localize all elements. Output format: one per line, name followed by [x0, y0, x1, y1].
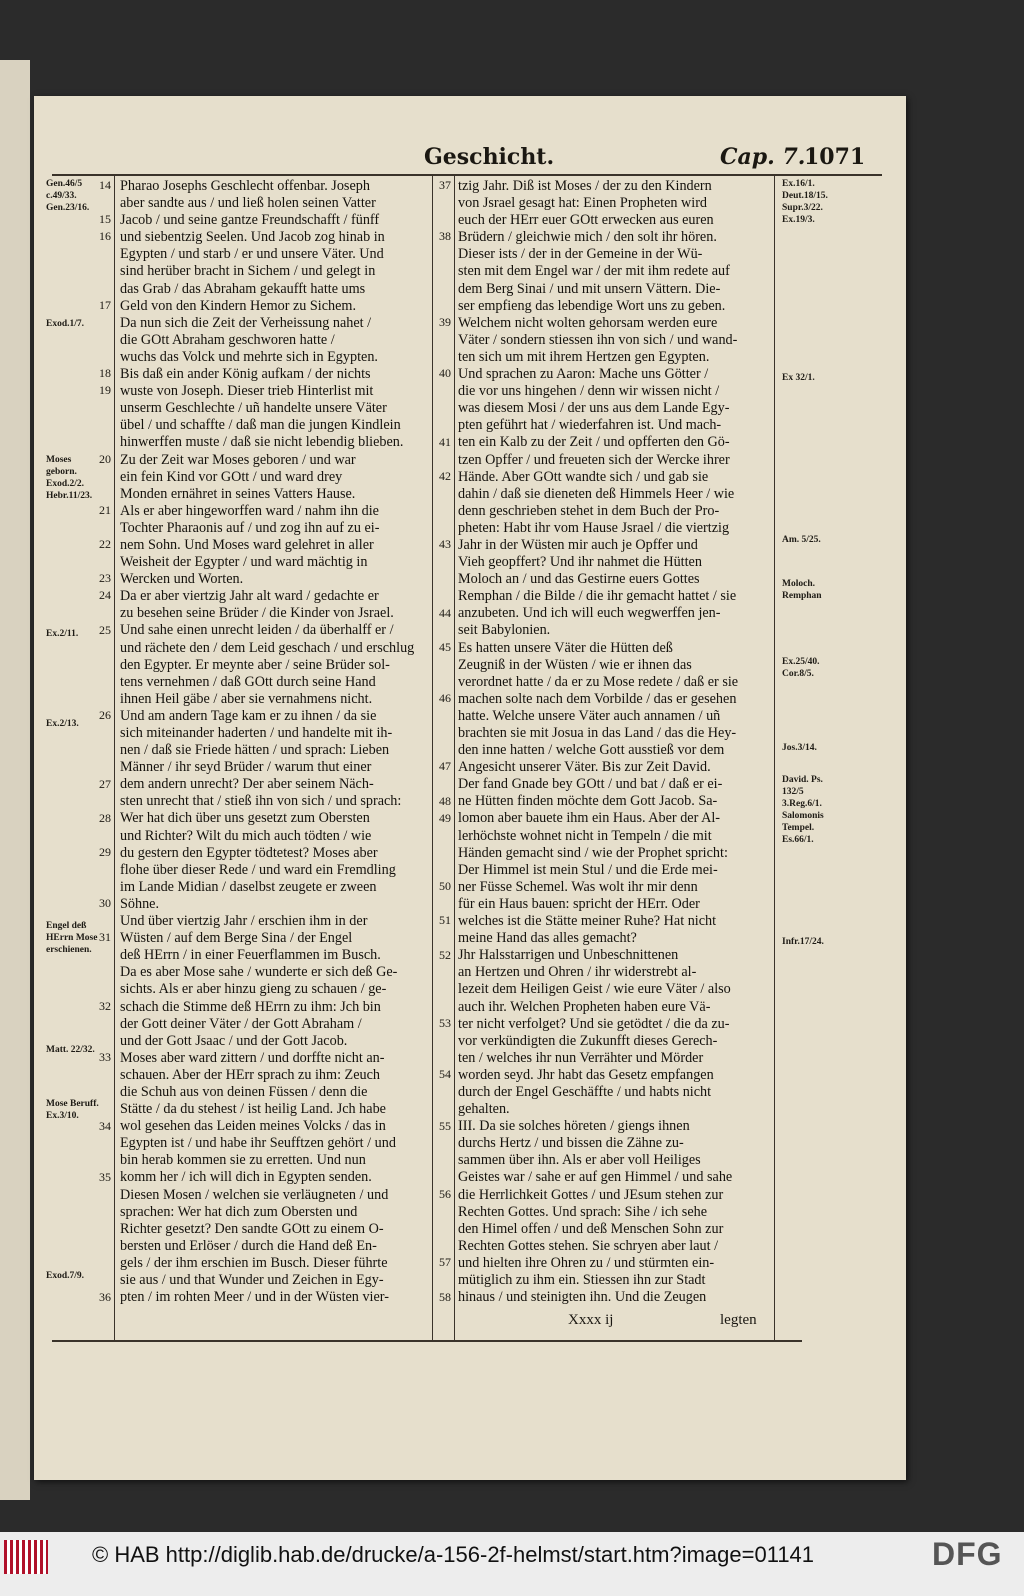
text-line: Geistes war / sahe er auf gen Himmel / und sahe [458, 1169, 733, 1186]
text-line: Es hatten unsere Väter die Hütten deß [458, 639, 673, 656]
text-line: Väter / sondern stiessen ihn von sich / und wand- [458, 331, 738, 348]
text-line: Jahr in der Wüsten mir auch je Opffer und [458, 536, 698, 553]
text-line: lerhöchste wohnet nicht in Tempeln / die mit [458, 827, 712, 844]
text-line: Rechten Gottes. Und sprach: Sihe / ich sehe [458, 1203, 708, 1220]
text-line: Dieser ists / der in der Gemeine in der Wü- [458, 246, 703, 263]
book-edge [0, 60, 30, 1500]
verse-number: 22 [99, 537, 111, 552]
verse-number: 47 [439, 759, 451, 774]
verse-number: 36 [99, 1289, 111, 1304]
text-line: welches ist die Stätte meiner Ruhe? Hat nicht [458, 913, 717, 930]
header-rule [52, 174, 882, 176]
text-line: anzubeten. Und ich will euch wegwerffen jen- [458, 605, 721, 622]
text-line: Moloch an / und das Gestirne euers Gottes [458, 571, 700, 588]
text-line: von Jsrael gesagt hat: Einen Propheten wird [458, 195, 708, 212]
margin-note: Ex.16/1. Deut.18/15. Supr.3/22. Ex.19/3. [782, 179, 828, 225]
text-line: sprachen: Wer hat dich zum Obersten und [120, 1203, 358, 1220]
text-line: zu besehen seine Brüder / die Kinder von Jsrael. [120, 605, 394, 622]
text-line: den Egypter. Er meynte aber / seine Brüder sol- [120, 656, 390, 673]
margin-note: Engel deß HErrn Mose erschienen. [46, 921, 98, 955]
page-header [44, 144, 874, 174]
text-line: für ein Haus bauen: spricht der HErr. Oder [458, 895, 700, 912]
text-line: ten ein Kalb zu der Zeit / und opfferten den Gö- [458, 434, 730, 451]
verse-number: 26 [99, 708, 111, 723]
hab-barcode-icon [4, 1540, 48, 1574]
verse-number: 38 [439, 229, 451, 244]
text-line: mütiglich zu ihm ein. Stiessen ihn zur Stadt [458, 1272, 706, 1288]
left-text-column [120, 178, 445, 1336]
verse-number: 44 [439, 605, 451, 620]
text-line: sten unrecht that / stieß ihn von sich / und sprach: [120, 793, 402, 810]
text-line: Da nun sich die Zeit der Verheissung nahet / [120, 314, 372, 331]
text-line: verordnet hatte / da er zu Mose redete / daß er sie [458, 673, 739, 690]
verse-number: 23 [99, 571, 111, 586]
verse-number: 57 [439, 1255, 451, 1270]
text-line: Weisheit der Egypter / und ward mächtig in [120, 554, 368, 571]
margin-note: Ex.2/11. [46, 629, 79, 639]
text-line: wuchs das Volck und mehrte sich in Egypten. [120, 348, 378, 365]
text-line: auch ihr. Welchen Propheten haben eure Vä- [458, 998, 711, 1015]
verse-number: 53 [439, 1015, 451, 1030]
text-line: Remphan / die Bilde / die ihr gemacht hattet / sie [458, 588, 737, 605]
text-line: ter nicht verfolget? Und sie getödtet / die da zu- [458, 1015, 730, 1032]
text-line: Und am andern Tage kam er zu ihnen / da sie [120, 707, 377, 724]
verse-number: 45 [439, 639, 451, 654]
text-line: übel / und schaffte / daß man die jungen Kindlein [120, 417, 401, 434]
text-line: Wercken und Worten. [120, 571, 244, 588]
text-line: im Lande Midian / daselbst zeugete er zween [120, 878, 377, 895]
text-line: Bis daß ein ander König aufkam / der nichts [120, 366, 371, 383]
right-text-column [458, 178, 783, 1336]
text-line: Richter gesetzt? Den sandte GOtt zu einem O- [120, 1220, 384, 1237]
text-line: Egypten ist / und habe ihr Seufftzen gehört / und [120, 1135, 396, 1152]
text-line: Männer / ihr seyd Brüder / warum thut einer [120, 759, 372, 776]
text-line: aber sandte aus / und ließ holen seinen Vatter [120, 195, 376, 212]
margin-note: Ex 32/1. [782, 373, 815, 383]
text-line: dem Berg Sinai / und mit unsern Vättern. Die- [458, 280, 721, 297]
margin-note: Ex.25/40. Cor.8/5. [782, 657, 820, 679]
text-line: seit Babylonien. [458, 622, 551, 639]
margin-note: Am. 5/25. [782, 535, 821, 545]
text-line: dahin / daß sie dieneten deß Himmels Heer / wie [458, 485, 735, 502]
text-line: Welchem nicht wolten gehorsam werden eure [458, 314, 718, 331]
text-line: und rächete den / dem Leid geschach / und erschlug [120, 639, 415, 656]
text-line: Moses aber ward zittern / und dorffte nicht an- [120, 1049, 385, 1066]
margin-note: Matt. 22/32. [46, 1045, 95, 1055]
text-line: pten / im rohten Meer / und in der Wüsten vier- [120, 1289, 389, 1306]
text-line: pten geführt hat / wiederfahren ist. Und mach- [458, 417, 722, 434]
text-line: wuste von Joseph. Dieser trieb Hinterlist mit [120, 383, 374, 400]
verse-number: 51 [439, 913, 451, 928]
text-line: denn geschrieben stehet in dem Buch der Pro- [458, 502, 720, 519]
text-line: Und sprachen zu Aaron: Mache uns Götter / [458, 366, 709, 383]
text-line: ein fein Kind vor GOtt / und ward drey [120, 468, 343, 485]
text-line: das Grab / das Abraham gekaufft hatte ums [120, 280, 366, 297]
verse-number: 54 [439, 1067, 451, 1082]
text-line: sten mit dem Engel war / der mit ihm redete auf [458, 263, 730, 280]
verse-number: 25 [99, 622, 111, 637]
margin-note: Moloch. Remphan [782, 579, 822, 601]
text-line: gels / der ihm erschien im Busch. Dieser führte [120, 1254, 388, 1271]
text-line: ten sich um mit ihrem Hertzen gen Egypten. [458, 348, 710, 365]
verse-number: 33 [99, 1050, 111, 1065]
text-line: tens vernehmen / daß GOtt durch seine Hand [120, 673, 376, 690]
center-rule-right [454, 176, 455, 1340]
verse-number: 14 [99, 178, 111, 192]
verse-number: 56 [439, 1186, 451, 1201]
text-line: sammen über ihn. Als er aber voll Heiliges [458, 1152, 701, 1169]
text-line: die vor uns hingehen / denn wir wissen nicht / [458, 383, 720, 400]
margin-note: Ex.2/13. [46, 719, 79, 729]
text-line: die Schuh aus von deinen Füssen / denn die [120, 1083, 368, 1100]
text-line: sichts. Als er aber hinzu gieng zu schauen / ge- [120, 981, 387, 998]
text-line: Söhne. [120, 895, 160, 912]
text-line: was diesem Mosi / der uns aus dem Lande Egy- [458, 400, 730, 417]
text-line: lomon aber bauete ihm ein Haus. Aber der Al- [458, 810, 720, 827]
text-line: wol gesehen das Leiden meines Volcks / das in [120, 1118, 386, 1135]
text-line: Zu der Zeit war Moses geboren / und war [120, 451, 356, 468]
text-line: Und über viertzig Jahr / erschien ihm in der [120, 913, 368, 930]
text-line: dem andern unrecht? Der aber seinem Näch- [120, 776, 374, 793]
verse-number: 52 [439, 947, 451, 962]
text-line: durch der Engel Geschäffte / und habts nicht [458, 1083, 712, 1100]
verse-number: 37 [439, 178, 451, 192]
text-line: ser empfieng das lebendige Wort uns zu geben. [458, 297, 726, 314]
verse-number: 32 [99, 998, 111, 1013]
text-line: ner Füsse Schemel. Was wolt ihr mir denn [458, 878, 698, 895]
verse-number: 39 [439, 314, 451, 329]
text-line: schach die Stimme deß HErrn zu ihm: Jch bin [120, 998, 381, 1015]
text-line: Zeugniß in der Wüsten / wie er ihnen das [458, 656, 692, 673]
text-line: nen / daß sie Friede hätten / und sprach: Lieben [120, 742, 390, 759]
verse-number: 18 [99, 366, 111, 381]
verse-number: 24 [99, 588, 111, 603]
text-line: Händen gemacht sind / wie der Prophet spricht: [458, 844, 728, 861]
text-line: Wer hat dich über uns gesetzt zum Obersten [120, 810, 370, 827]
margin-note: David. Ps. 132/5 3.Reg.6/1. Salomonis Tempel. Es.66/1. [782, 775, 824, 845]
text-line: unserm Geschlechte / uñ handelte unsere Väter [120, 400, 387, 417]
verse-number: 46 [439, 691, 451, 705]
text-line: Der Himmel ist mein Stul / und die Erde mei- [458, 861, 718, 878]
text-line: komm her / ich will dich in Egypten senden. [120, 1169, 372, 1186]
text-line: Geld von den Kindern Hemor zu Sichem. [120, 297, 357, 314]
text-line: sich miteinander haderten / und handelte mit ih- [120, 725, 393, 741]
margin-note: Moses geborn. Exod.2/2. Hebr.11/23. [46, 455, 93, 501]
text-line: pheten: Habt ihr vom Hause Jsrael / die viertzig [458, 519, 730, 536]
text-line: ne Hütten finden möchte dem Gott Jacob. Sa- [458, 793, 718, 810]
margin-note: Mose Beruff. Ex.3/10. [46, 1099, 99, 1121]
text-line: hinaus / und steinigten ihn. Und die Zeugen [458, 1289, 707, 1306]
text-line: hatte. Welche unsere Väter auch annamen / uñ [458, 707, 721, 724]
verse-number: 49 [439, 810, 451, 825]
verse-number: 29 [99, 844, 111, 859]
text-line: du gestern den Egypter tödtetest? Moses aber [120, 844, 378, 861]
text-line: flohe über dieser Rede / und ward ein Fremdling [120, 861, 396, 878]
verse-number: 34 [99, 1118, 111, 1133]
text-line: Der fand Gnade bey GOtt / und bat / daß er ei- [458, 776, 723, 793]
text-line: machen solte nach dem Vorbilde / das er gesehen [458, 690, 737, 707]
text-line: Und sahe einen unrecht leiden / da überhalff er / [120, 622, 394, 639]
verse-number: 19 [99, 383, 111, 398]
verse-number: 43 [439, 537, 451, 552]
margin-note: Exod.1/7. [46, 319, 85, 329]
credit-link[interactable]: © HAB http://diglib.hab.de/drucke/a-156-2f-helmst/start.htm?image=01141 [92, 1542, 815, 1567]
margin-note: Gen.46/5 c.49/33. Gen.23/16. [46, 179, 90, 213]
text-line: vor verkündigten die Zukunfft dieses Gerech- [458, 1032, 718, 1049]
text-line: Da es aber Mose sahe / wunderte er sich deß Ge- [120, 964, 398, 981]
verse-number: 55 [439, 1118, 451, 1133]
text-line: tzig Jahr. Diß ist Moses / der zu den Kindern [458, 178, 712, 194]
text-line: Brüdern / gleichwie mich / den solt ihr hören. [458, 229, 717, 246]
text-line: Tochter Pharaonis auf / und zog ihn auf zu ei- [120, 519, 380, 536]
verse-number: 28 [99, 810, 111, 825]
text-line: meine Hand das alles gemacht? [458, 930, 637, 947]
text-line: den inne hatten / welche Gott ausstieß vor dem [458, 742, 725, 759]
text-line: Stätte / da du stehest / ist heilig Land. Jch habe [120, 1101, 386, 1118]
verse-number: 42 [439, 468, 451, 483]
text-line: die GOtt Abraham geschworen hatte / [120, 331, 335, 348]
catchword: legten [720, 1312, 757, 1328]
text-line: und siebentzig Seelen. Und Jacob zog hinab in [120, 229, 385, 246]
text-line: nem Sohn. Und Moses ward gelehret in aller [120, 536, 374, 553]
text-line: Rechten Gottes stehen. Sie schryen aber laut / [458, 1237, 719, 1254]
text-line: den Himel offen / und deß Menschen Sohn zur [458, 1220, 724, 1237]
left-margin-rule [114, 176, 115, 1340]
text-line: Jhr Halsstarrigen und Unbeschnittenen [458, 947, 679, 964]
text-line: gehalten. [458, 1101, 510, 1118]
text-line: sind herüber bracht in Sichem / und gelegt in [120, 263, 376, 280]
text-line: bin herab kommen sie zu erretten. Und nun [120, 1152, 366, 1169]
text-line: die Herrlichkeit Gottes / und JEsum stehen zur [458, 1186, 724, 1203]
text-line: tzen Opffer / und freueten sich der Wercke ihrer [458, 451, 730, 468]
verse-number: 31 [99, 930, 111, 945]
text-line: brachten sie mit Josua in das Land / das die Hey- [458, 725, 737, 741]
margin-note: Exod.7/9. [46, 1271, 85, 1281]
verse-number: 41 [439, 434, 451, 449]
dfg-logo: DFG [932, 1536, 1003, 1572]
text-line: sie aus / und that Wunder und Zeichen in Egy- [120, 1272, 384, 1288]
verse-number: 35 [99, 1169, 111, 1184]
text-line: und hielten ihre Ohren zu / und stürmten ein- [458, 1254, 715, 1271]
text-line: und der Gott Jsaac / und der Gott Jacob. [120, 1032, 348, 1049]
signature-mark: Xxxx ij [568, 1312, 614, 1328]
text-line: Hände. Aber GOtt wandte sich / und gab sie [458, 468, 709, 485]
text-line: Monden ernähret in seines Vatters Hause. [120, 485, 356, 502]
text-line: worden seyd. Jhr habt das Gesetz empfangen [458, 1066, 714, 1083]
text-line: bersten und Erlöser / durch die Hand deß En- [120, 1237, 377, 1254]
text-line: ihnen Heil gäbe / aber sie vernahmens nicht. [120, 690, 373, 707]
verse-number: 16 [99, 229, 111, 244]
text-line: Wüsten / auf dem Berge Sina / der Engel [120, 930, 353, 947]
verse-number: 21 [99, 502, 111, 517]
document-page [34, 96, 906, 1480]
page-number: 1071 [804, 144, 866, 170]
margin-note: Jos.3/14. [782, 743, 817, 753]
text-line: der Gott deiner Väter / der Gott Abraham / [120, 1015, 362, 1032]
verse-number: 50 [439, 879, 451, 894]
chapter-label: Cap. 7. [720, 144, 806, 170]
verse-number: 17 [99, 297, 111, 312]
running-title: Geschicht. [424, 144, 555, 170]
verse-number: 48 [439, 793, 451, 808]
text-line: an Hertzen und Ohren / ihr widerstrebt al- [458, 964, 697, 981]
verse-number: 27 [99, 776, 111, 791]
verse-number: 20 [99, 451, 111, 466]
text-line: schauen. Aber der HErr sprach zu ihm: Zeuch [120, 1066, 381, 1083]
verse-number: 40 [439, 366, 451, 381]
text-line: euch der HErr euer GOtt erwecken aus euren [458, 212, 714, 229]
margin-note: Infr.17/24. [782, 937, 824, 947]
text-line: Da er aber viertzig Jahr alt ward / gedachte er [120, 588, 379, 605]
verse-number: 30 [99, 896, 111, 911]
footer-rule [52, 1340, 802, 1342]
text-line: Egypten / und starb / er und unsere Väter. Und [120, 246, 384, 263]
text-line: Pharao Josephs Geschlecht offenbar. Joseph [120, 178, 370, 194]
text-line: Vieh geopffert? Und ihr nahmet die Hütten [458, 554, 702, 571]
verse-number: 15 [99, 212, 111, 227]
text-line: durchs Hertz / und bissen die Zähne zu- [458, 1135, 684, 1152]
text-line: ten / welches ihr nun Verrähter und Mörder [458, 1049, 704, 1066]
text-line: Diesen Mosen / welchen sie verläugneten / und [120, 1186, 389, 1203]
text-line: deß HErrn / in einer Feuerflammen im Busch. [120, 947, 381, 964]
text-line: hinwerffen muste / daß sie nicht lebendig blieben. [120, 434, 404, 451]
text-line: Als er aber hingeworffen ward / nahm ihn die [120, 502, 379, 519]
text-line: und Richter? Wilt du mich auch tödten / wie [120, 827, 372, 844]
text-line: lezeit dem Heiligen Geist / wie eure Väter / also [458, 981, 731, 998]
text-line: III. Da sie solches höreten / giengs ihnen [458, 1118, 690, 1135]
verse-number: 58 [439, 1289, 451, 1304]
text-line: Jacob / und seine gantze Freundschafft / fünff [120, 212, 380, 229]
credit-bar [0, 1532, 1024, 1596]
text-line: Angesicht unserer Väter. Bis zur Zeit David. [458, 759, 711, 776]
